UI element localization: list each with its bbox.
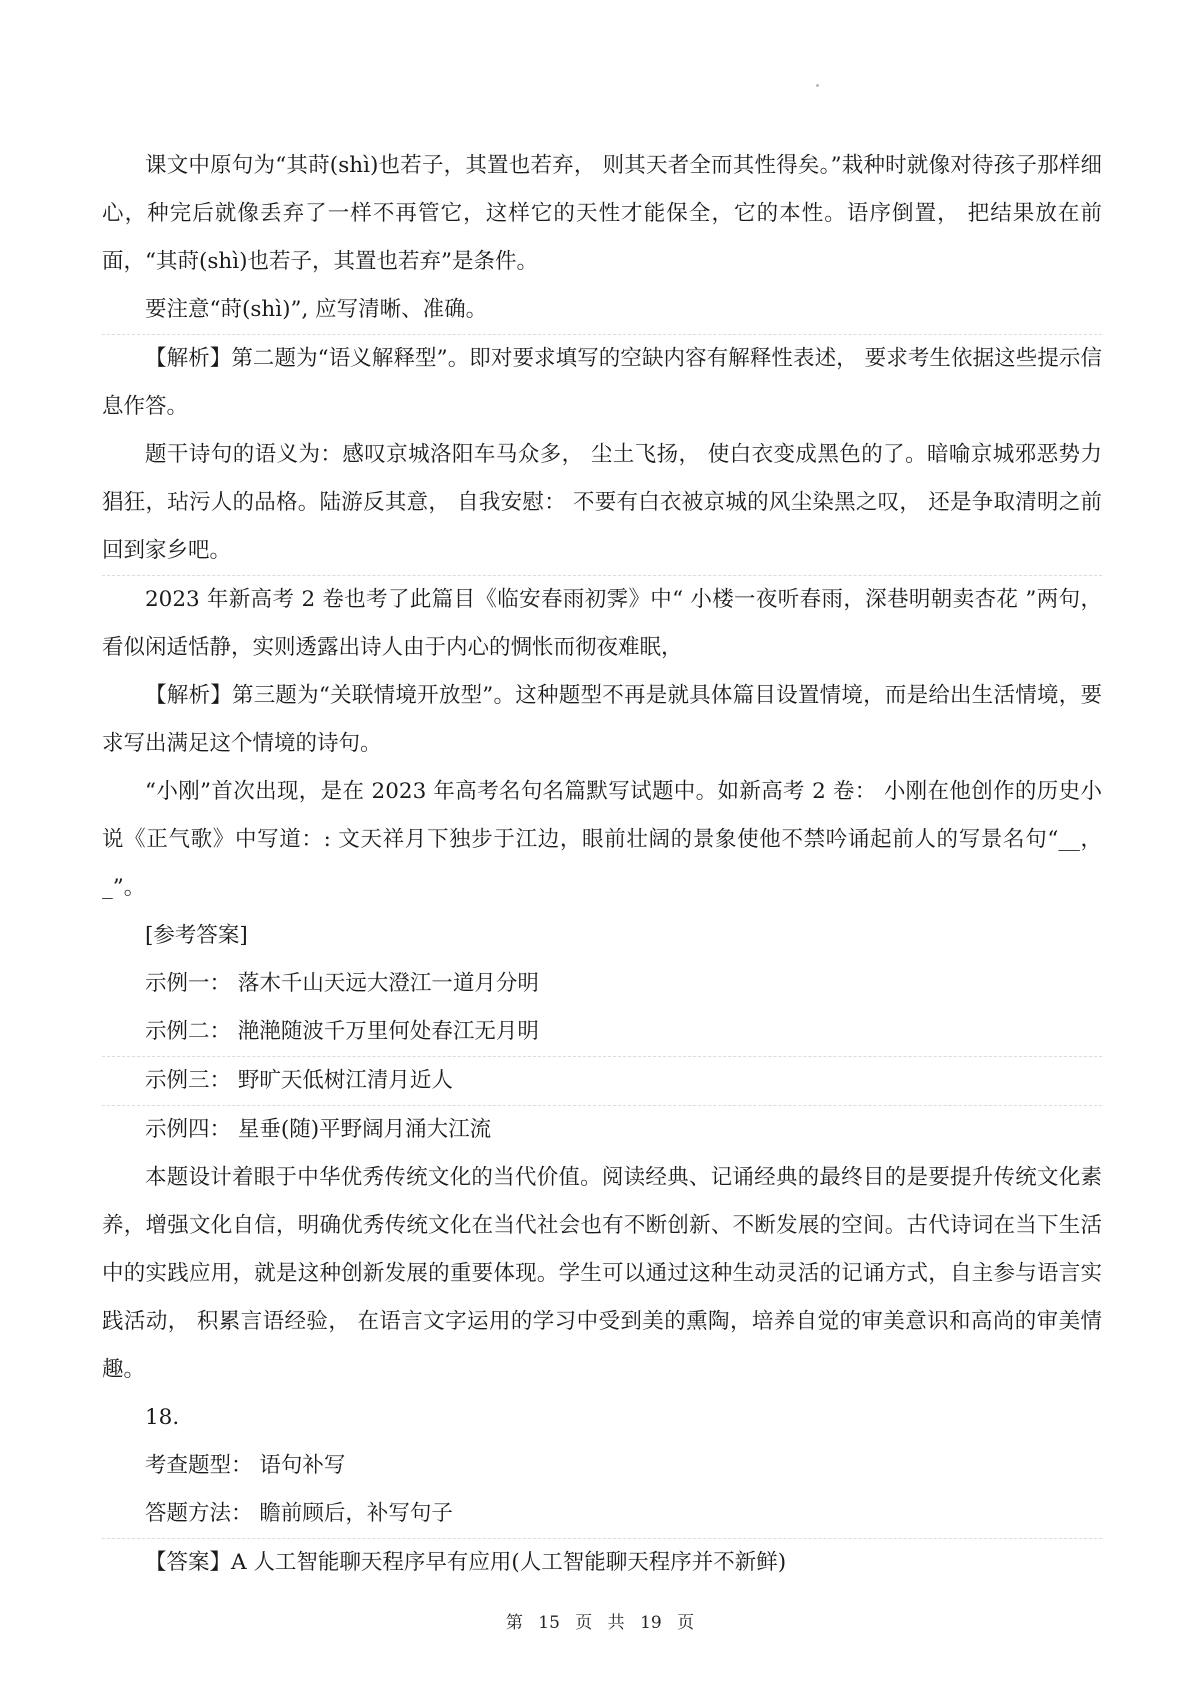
paragraph-xiaogang: “小刚”首次出现，是在 2023 年高考名句名篇默写试题中。如新高考 2 卷： 小刚在他创作的历史小说《正气歌》中写道：: 文天祥月下独步于江边，眼前壮阔的景象使他不禁吟诵起前人的写景名句“__，_”。 [102,779,1102,900]
paragraph-answer-method: 答题方法： 瞻前顾后，补写句子 [145,1501,453,1526]
paragraph-example-three: 示例三： 野旷天低树江清月近人 [145,1068,453,1093]
paragraph-2023-exam: 2023 年新高考 2 卷也考了此篇目《临安春雨初霁》中“ 小楼一夜听春雨，深巷明朝卖杏花 ”两句，看似闲适恬静，实则透露出诗人由于内心的惆怅而彻夜难眠， [102,587,1102,660]
scan-dot [816,84,819,87]
paragraph-question-type: 考查题型： 语句补写 [145,1453,346,1478]
paragraph-reference-answer-heading: [参考答案] [145,923,248,948]
paragraph-analysis-two: 【解析】第二题为“语义解释型”。即对要求填写的空缺内容有解释性表述， 要求考生依据这些提示信息作答。 [102,346,1102,419]
paragraph-analysis-three: 【解析】第三题为“关联情境开放型”。这种题型不再是就具体篇目设置情境，而是给出生活情境，要求写出满足这个情境的诗句。 [102,683,1102,756]
paragraph-example-two: 示例二： 滟滟随波千万里何处春江无月明 [145,1019,539,1044]
paragraph-original-sentence: 课文中原句为“其莳(shì)也若子，其置也若弃， 则其天者全而其性得矣。”栽种时就像对待孩子那样细心，种完后就像丢弃了一样不再管它，这样它的天性才能保全，它的本性。语序倒置， 把结果放在前面，“其莳(shì)也若子，其置也若弃”是条件。 [102,153,1102,274]
paragraph-example-four: 示例四： 星垂(随)平野阔月涌大江流 [145,1117,492,1142]
paragraph-note: 要注意“莳(shì)”, 应写清晰、准确。 [145,297,488,322]
document-body [102,142,1102,1587]
paragraph-answer: 【答案】A 人工智能聊天程序早有应用(人工智能聊天程序并不新鲜) [145,1550,787,1575]
paragraph-example-one: 示例一： 落木千山天远大澄江一道月分明 [145,971,539,996]
page-footer: 第 15 页 共 19 页 [505,1613,695,1633]
paragraph-semantic: 题干诗句的语义为：感叹京城洛阳车马众多， 尘土飞扬， 使白衣变成黑色的了。暗喻京城邪恶势力猖狂，玷污人的品格。陆游反其意， 自我安慰： 不要有白衣被京城的风尘染黑之叹， 还是争取清明之前回到家乡吧。 [102,442,1102,563]
paragraph-design-intent: 本题设计着眼于中华优秀传统文化的当代价值。阅读经典、记诵经典的最终目的是要提升传统文化素养，增强文化自信，明确优秀传统文化在当代社会也有不断创新、不断发展的空间。古代诗词在当下生活中的实践应用，就是这种创新发展的重要体现。学生可以通过这种生动灵活的记诵方式，自主参与语言实践活动， 积累言语经验， 在语言文字运用的学习中受到美的熏陶，培养自觉的审美意识和高尚的审美情趣。 [102,1165,1102,1382]
paragraph-question-number: 18. [145,1405,180,1430]
